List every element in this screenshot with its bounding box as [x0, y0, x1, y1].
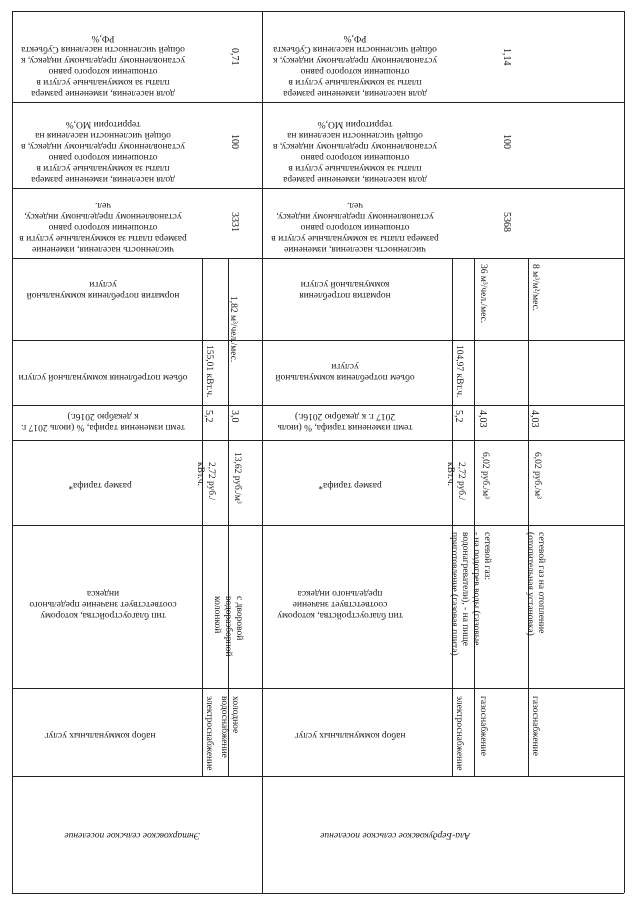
value-tariff-2b: 6,02 руб./м³ [480, 452, 490, 499]
value-share-subject-1: 0,71 [229, 48, 240, 66]
header-share-mo-2: доля населения, изменение размера платы за коммунальные услуги в отношении которого равно установленному предельному индексу, в общей численности населения на территории МО,% [272, 119, 438, 184]
header-share-mo: доля населения, изменение размера платы за коммунальные услуги в отношении которого равно установленному предельному индексу, в общей численности населения на территории МО,% [20, 119, 186, 184]
table-border-right [624, 11, 625, 893]
row-divider [12, 188, 624, 189]
value-rate-2a: 5,2 [453, 410, 464, 423]
value-service-1b: холодное водоснабжение [219, 696, 240, 758]
header-volume: объем потребления коммунальной услуги [18, 372, 188, 382]
block-divider [262, 11, 263, 893]
row-divider [12, 440, 624, 441]
value-norm-2c: 8 м³/м²/мес. [530, 264, 540, 312]
header-rate-2: темп изменения тарифа, % (июль 2017 г. к декабрю 2016г.) [277, 411, 413, 432]
value-tariff-2a: 2,72 руб./ кВт.ч. [445, 462, 466, 501]
value-improvement-1b: с дворовой водоразборной колонкой [212, 596, 244, 657]
header-share-subject-2: доля населения, изменение размера платы за коммунальные услуги в отношении которого равно установленному предельному индексу, к общей численности населения Субъекта РФ,% [272, 33, 438, 98]
row-divider [12, 776, 624, 777]
row-divider [12, 258, 624, 259]
value-population-1: 3331 [229, 212, 240, 232]
value-share-mo-2: 100 [501, 134, 512, 149]
header-improvement-2: тип благоустройства, которому соответствует значение предельного индекса [277, 588, 403, 620]
header-volume-2: объем потребления коммунальной услуги [275, 361, 415, 382]
row-divider [12, 102, 624, 103]
header-improvement: тип благоустройства, которому соответствует значение предельного индекса [29, 588, 177, 620]
value-rate-1a: 5,2 [203, 410, 214, 423]
row-divider [12, 688, 624, 689]
table-border-left [12, 11, 13, 893]
value-norm-2b: 36 м³/чел./мес. [478, 264, 488, 324]
row-divider [12, 405, 624, 406]
value-volume-2: 104,97 кВт.ч. [454, 345, 464, 398]
value-rate-2c: 4,03 [529, 410, 540, 428]
value-norm-1: 1,82 м³/чел./мес. [228, 296, 238, 363]
value-service-2a: электроснабжение [454, 696, 464, 771]
value-volume-1: 155,01 кВт.ч. [204, 345, 214, 398]
value-tariff-2c: 6,02 руб./м³ [532, 452, 542, 499]
value-service-2c: газоснабжение [530, 696, 540, 756]
header-tariff: размер тарифа* [68, 480, 132, 490]
table-border-bottom [12, 893, 624, 894]
value-rate-2b: 4,03 [477, 410, 488, 428]
table-border-top [12, 11, 624, 12]
value-share-mo-1: 100 [229, 134, 240, 149]
value-tariff-1b: 13,62 руб./м³ [232, 452, 242, 504]
header-norm-2: норматив потребления коммунальной услуги [299, 279, 391, 300]
value-rate-1b: 3,0 [229, 410, 240, 423]
value-improvement-2c: сетевой газ на отопление (отопительная установка) [525, 532, 546, 636]
settlement-name-2: Ала-Бердуковское сельское поселение [320, 830, 470, 840]
header-rate: темп изменения тарифа, % (июль 2017 г. к декабрю 2016г.) [21, 411, 185, 432]
header-population-2: численность населения, изменение размера платы за коммунальные услуги в отношении которого равно установленному предельному индексу, чел. [271, 200, 439, 254]
value-tariff-1a: 2,72 руб./ кВт.ч. [195, 462, 216, 501]
header-population: численность населения, изменение размера платы за коммунальные услуги в отношении которого равно установленному предельному индексу, чел. [19, 200, 187, 254]
header-share-subject: доля населения, изменение размера платы за коммунальные услуги в отношении которого равно установленному предельному индексу, к общей численности населения Субъекта РФ,% [20, 33, 186, 98]
value-service-1a: электроснабжение [204, 696, 214, 771]
row-divider [12, 340, 624, 341]
header-tariff-2: размер тарифа* [318, 480, 382, 490]
value-population-2: 5368 [501, 212, 512, 232]
value-improvement-2b: сетевой газ: - на подогрев воды (газовые водонагреватели), - на пище приготовление (газовая плита) [449, 532, 492, 656]
header-services: набор коммунальных услуг [44, 730, 156, 740]
value-share-subject-2: 1,14 [501, 48, 512, 66]
header-norm: норматив потребления коммунальной услуги [26, 279, 180, 300]
value-service-2b: газоснабжение [478, 696, 488, 756]
subcol-divider [474, 258, 475, 776]
header-services-2: набор коммунальных услуг [294, 730, 406, 740]
settlement-name-1: Энтарховское сельское поселение [64, 830, 200, 840]
row-divider [12, 525, 624, 526]
